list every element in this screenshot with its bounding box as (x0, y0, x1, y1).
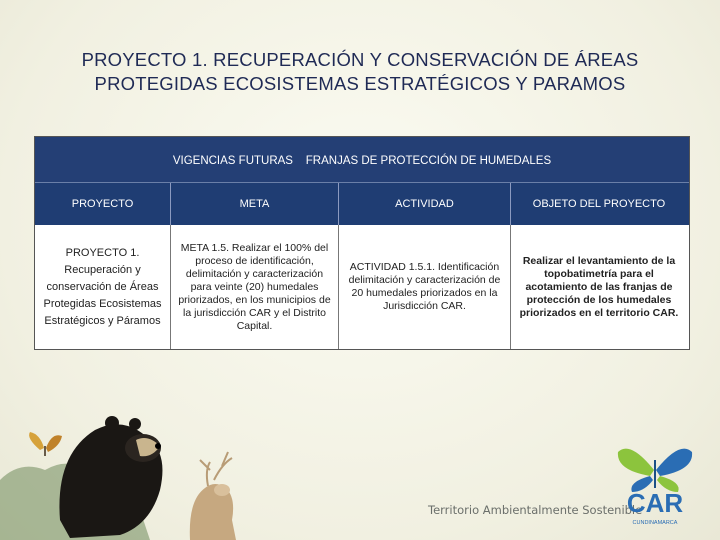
logo-text: CAR (626, 488, 684, 518)
deer-image (190, 452, 236, 540)
title-line-2: PROTEGIDAS ECOSISTEMAS ESTRATÉGICOS Y PARAMOS (94, 73, 626, 94)
footer-slogan: Territorio Ambientalmente Sostenible (428, 503, 643, 517)
cell-actividad: ACTIVIDAD 1.5.1. Identificación delimitación y caracterización de 20 humedales priorizados en la Jurisdicción CAR. (339, 225, 511, 349)
butterfly-image (29, 432, 62, 456)
bear-image (59, 416, 162, 538)
logo-butterfly-icon (618, 449, 692, 492)
title-line-1: PROYECTO 1. RECUPERACIÓN Y CONSERVACIÓN DE ÁREAS (81, 49, 639, 70)
project-table (34, 136, 690, 350)
wildlife-illustration (0, 360, 260, 540)
header-actividad: ACTIVIDAD (339, 183, 511, 225)
header-objeto: OBJETO DEL PROYECTO (532, 198, 666, 210)
logo-subtext: CUNDINAMARCA (632, 520, 678, 526)
table-row (35, 225, 689, 349)
header-meta: META (171, 183, 339, 225)
table-band (35, 137, 689, 182)
cell-objeto: Realizar el levantamiento de la topobatimetría para el acotamiento de las franjas de protección de los humedales priorizados en el territorio CAR. (519, 254, 679, 319)
car-logo (610, 430, 700, 530)
slide-title (40, 48, 680, 96)
cell-meta: META 1.5. Realizar el 100% del proceso de identificación, delimitación y caracterización para veinte (20) humedales priorizados, en los municipios de la jurisdicción CAR y el Distrito Capital. (171, 225, 339, 349)
band-label-vigencias: VIGENCIAS FUTURAS (172, 154, 293, 167)
band-label-franjas: FRANJAS DE PROTECCIÓN DE HUMEDALES (305, 154, 552, 167)
table-header-row (35, 182, 689, 225)
header-proyecto: PROYECTO (35, 183, 171, 225)
cell-proyecto: PROYECTO 1. Recuperación y conservación de Áreas Protegidas Ecosistemas Estratégicos y Páramos (35, 225, 171, 349)
